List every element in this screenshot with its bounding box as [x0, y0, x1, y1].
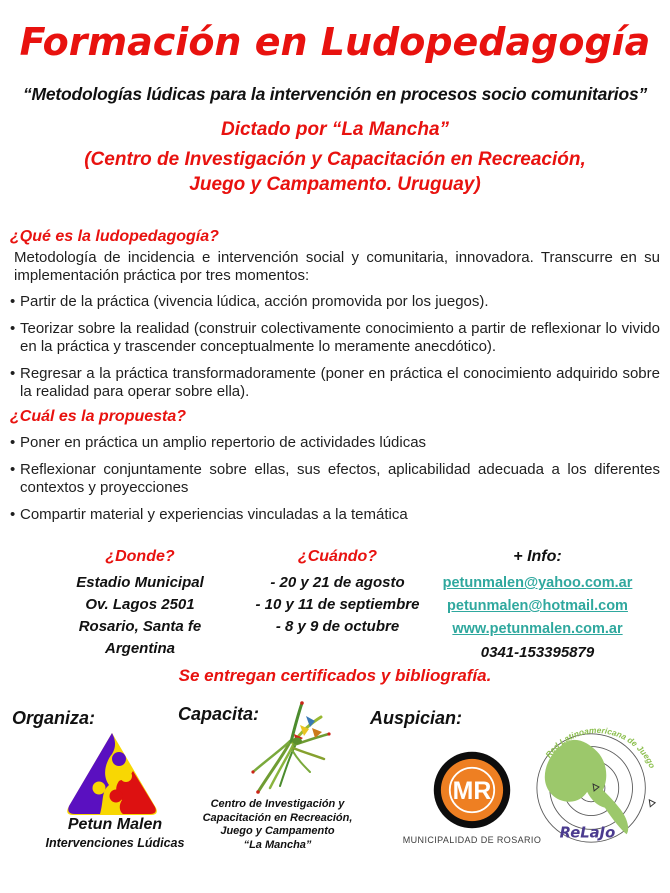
section-que-es — [10, 228, 660, 402]
list-item — [10, 506, 660, 525]
website-link[interactable]: www.petunmalen.com.ar — [452, 621, 623, 637]
capacita-label: Capacita: — [178, 704, 260, 724]
page-title: Formación en Ludopedagogía — [19, 20, 651, 64]
bullet-marker: • — [10, 319, 16, 337]
bullet-marker: • — [10, 434, 16, 451]
caption-line: Juego y Campamento — [220, 825, 335, 837]
la-mancha-caption — [155, 798, 400, 852]
bullet-text: Poner en práctica un amplio repertorio de actividades lúdicas — [20, 434, 427, 451]
certificates-note: Se entregan certificados y bibliografía. — [178, 666, 492, 685]
municipalidad-rosario-logo-icon — [432, 750, 512, 830]
bullet-marker: • — [10, 460, 16, 478]
propuesta-bullet-list — [10, 434, 660, 524]
dictated-by-line: Dictado por “La Mancha” — [220, 119, 450, 140]
bullet-text: Compartir material y experiencias vinculadas a la temática — [20, 505, 408, 523]
organiza-label: Organiza: — [12, 708, 96, 728]
where-line: Rosario, Santa fe — [78, 618, 202, 635]
when-line: - 20 y 21 de agosto — [270, 574, 405, 591]
mr-initials-text: MR — [452, 776, 492, 805]
where-column — [35, 548, 245, 660]
phone-number: 0341-153395879 — [480, 644, 595, 661]
bullet-text: Partir de la práctica (vivencia lúdica, acción promovida por los juegos). — [20, 293, 489, 310]
relajo-logo-icon — [530, 714, 668, 859]
relajo-name-text: ReLaJo — [559, 824, 616, 842]
la-mancha-logo-icon — [238, 696, 342, 796]
que-es-bullet-list — [10, 293, 660, 402]
where-line: Argentina — [104, 640, 175, 657]
when-heading: ¿Cuándo? — [297, 548, 378, 565]
flyer-header — [0, 0, 670, 197]
list-item — [10, 320, 660, 357]
when-column — [240, 548, 435, 638]
email-link-hotmail[interactable]: petunmalen@hotmail.com — [447, 598, 628, 614]
contact-heading: + Info: — [513, 548, 562, 565]
que-es-heading: ¿Qué es la ludopedagogía? — [10, 228, 219, 245]
section-propuesta — [10, 408, 660, 524]
when-line: - 8 y 9 de octubre — [275, 618, 400, 635]
where-line: Estadio Municipal — [76, 574, 204, 591]
que-es-intro: Metodología de incidencia e intervención social y comunitaria, innovadora. Transcurre en su implementación práctica por tres momentos: — [14, 249, 660, 284]
list-item — [10, 365, 660, 402]
relajo-arc-text: Red Latinoamericana de Juego — [543, 725, 658, 770]
dictated-by-detail: (Centro de Investigación y Capacitación en Recreación, Juego y Campamento. Uruguay) — [84, 149, 586, 195]
caption-line: Capacitación en Recreación, — [202, 811, 353, 824]
caption-line: “La Mancha” — [243, 838, 312, 851]
list-item — [10, 293, 660, 312]
bullet-text: Teorizar sobre la realidad (construir colectivamente conocimiento a partir de reflexionar lo vivido en la práctica y trascender conceptualmente lo meramente anecdótico). — [20, 319, 660, 355]
propuesta-heading: ¿Cuál es la propuesta? — [10, 408, 187, 425]
auspician-label: Auspician: — [370, 708, 463, 728]
bullet-marker: • — [10, 293, 16, 310]
petun-malen-tagline: Intervenciones Lúdicas — [45, 836, 185, 850]
flyer-subtitle: “Metodologías lúdicas para la intervención en procesos socio comunitarios” — [22, 84, 648, 104]
bullet-marker: • — [10, 364, 16, 382]
caption-line: Centro de Investigación y — [210, 798, 345, 810]
where-line: Ov. Lagos 2501 — [85, 596, 195, 613]
bullet-text: Reflexionar conjuntamente sobre ellas, sus efectos, aplicabilidad adecuada a los diferentes contextos y proyecciones — [20, 460, 660, 496]
bullet-text: Regresar a la práctica transformadoramente (poner en práctica el conocimiento adquirido sobre la realidad para operar sobre ella). — [20, 364, 660, 400]
where-heading: ¿Donde? — [105, 548, 175, 565]
petun-malen-name: Petun Malen — [67, 816, 163, 833]
municipalidad-rosario-caption: MUNICIPALIDAD DE ROSARIO — [402, 835, 542, 845]
contact-column — [420, 548, 655, 664]
footer-logos-section — [0, 700, 670, 893]
email-link-yahoo[interactable]: petunmalen@yahoo.com.ar — [442, 575, 633, 591]
petun-malen-logo-icon — [60, 730, 164, 818]
info-columns — [0, 548, 670, 661]
list-item — [10, 461, 660, 498]
bullet-marker: • — [10, 505, 16, 523]
list-item — [10, 434, 660, 453]
when-line: - 10 y 11 de septiembre — [255, 596, 420, 613]
